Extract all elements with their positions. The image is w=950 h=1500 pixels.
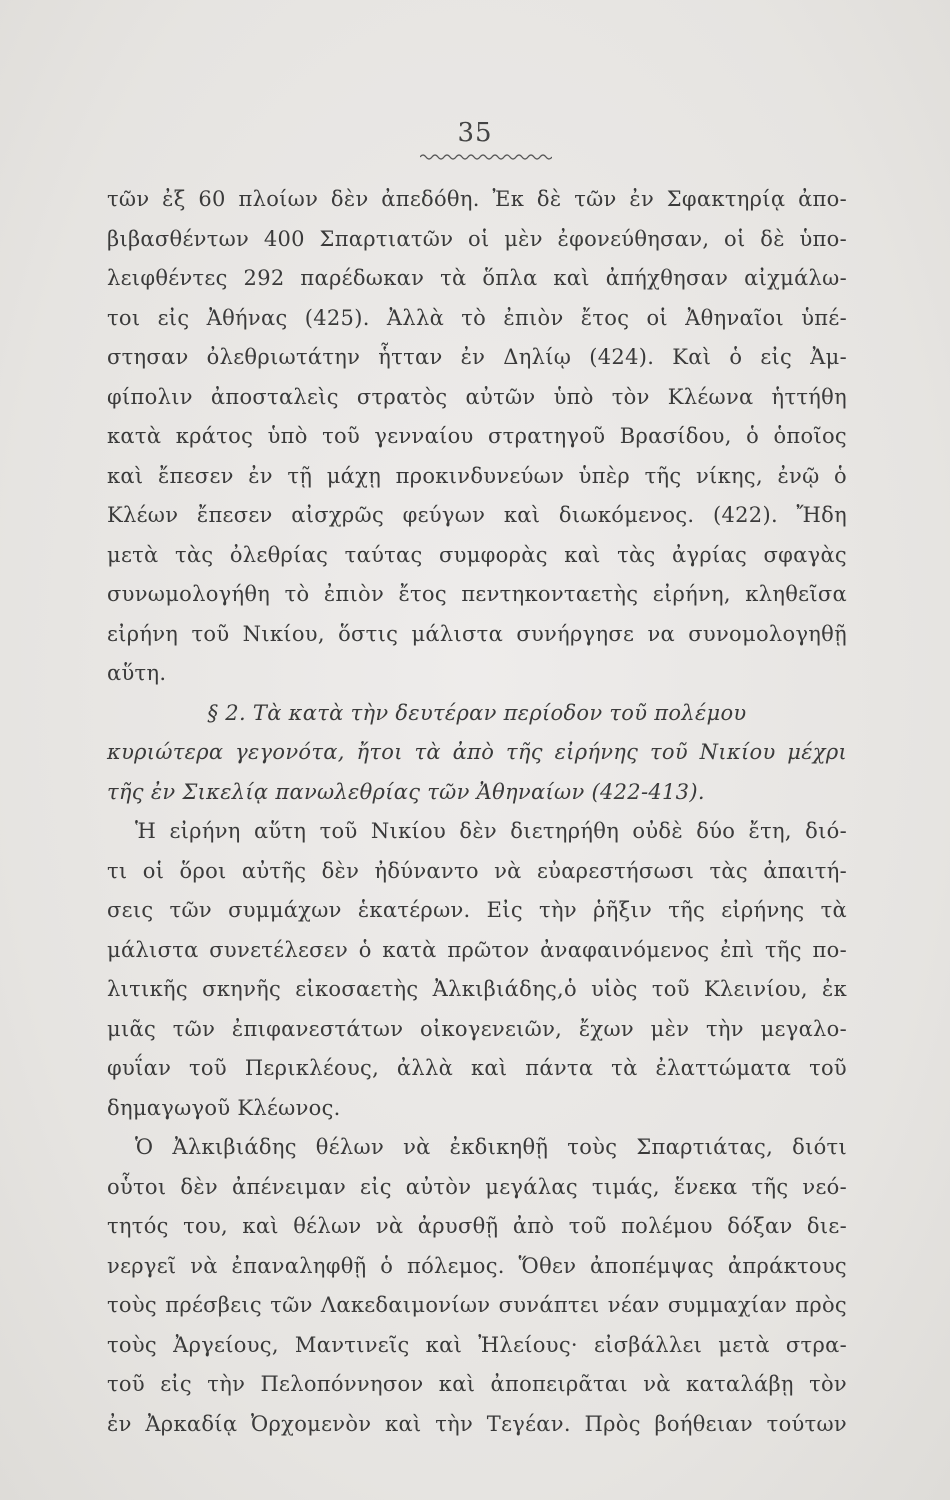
page-number: 35	[457, 118, 493, 148]
text-line: τοῦ εἰς τὴν Πελοπόννησον καὶ ἀποπειρᾶται νὰ καταλάβῃ τὸν	[107, 1372, 847, 1396]
text-line: μάλιστα συνετέλεσεν ὁ κατὰ πρῶτον ἀναφαινόμενος ἐπὶ τῆς πο-	[107, 937, 847, 962]
text-line: τῶν ἐξ 60 πλοίων δὲν ἀπεδόθη. Ἐκ δὲ τῶν ἐν Σφακτηρίᾳ ἀπο-	[107, 187, 847, 211]
text-line: μετὰ τὰς ὀλεθρίας ταύτας συμφορὰς καὶ τὰς ἀγρίας σφαγὰς	[107, 542, 847, 567]
body-text	[107, 180, 847, 1444]
text-line: βιβασθέντων 400 Σπαρτιατῶν οἱ μὲν ἐφονεύθησαν, οἱ δὲ ὑπο-	[107, 226, 847, 251]
text-line: σεις τῶν συμμάχων ἑκατέρων. Εἰς τὴν ῥῆξιν τῆς εἰρήνης τὰ	[107, 898, 847, 922]
text-line: λιτικῆς σκηνῆς εἰκοσαετὴς Ἀλκιβιάδης,ὁ υἱὸς τοῦ Κλεινίου, ἐκ	[107, 977, 847, 1001]
text-line: τι οἱ ὅροι αὐτῆς δὲν ἠδύναντο νὰ εὐαρεστήσωσι τὰς ἀπαιτή-	[107, 858, 847, 883]
text-line: νεργεῖ νὰ ἐπαναληφθῇ ὁ πόλεμος. Ὅθεν ἀποπέμψας ἀπράκτους	[107, 1253, 847, 1278]
text-line: οὗτοι δὲν ἀπένειμαν εἰς αὐτὸν μεγάλας τιμάς, ἕνεκα τῆς νεό-	[107, 1174, 847, 1199]
text-line: στησαν ὀλεθριωτάτην ἧτταν ἐν Δηλίῳ (424). Καὶ ὁ εἰς Ἀμ-	[107, 345, 847, 369]
text-line: δημαγωγοῦ Κλέωνος.	[107, 1095, 341, 1120]
text-line: τοὺς Ἀργείους, Μαντινεῖς καὶ Ἠλείους· εἰσβάλλει μετὰ στρα-	[107, 1332, 847, 1357]
text-line: εἰρήνη τοῦ Νικίου, ὅστις μάλιστα συνήργησε να συνομολογηθῇ	[107, 621, 847, 646]
text-line: συνωμολογήθη τὸ ἐπιὸν ἔτος πεντηκονταετὴς εἰρήνη, κληθεῖσα	[107, 582, 847, 606]
text-line: φυΐαν τοῦ Περικλέους, ἀλλὰ καὶ πάντα τὰ ἐλαττώματα τοῦ	[107, 1056, 847, 1080]
text-line: Ἡ εἰρήνη αὕτη τοῦ Νικίου δὲν διετηρήθη οὐδὲ δύο ἔτη, διό-	[135, 819, 847, 843]
text-line: τοι εἰς Ἀθήνας (425). Ἀλλὰ τὸ ἐπιὸν ἔτος οἱ Ἀθηναῖοι ὑπέ-	[107, 305, 847, 330]
text-line: § 2. Τὰ κατὰ τὴν δευτέραν περίοδον τοῦ πολέμου	[207, 700, 747, 725]
text-line: κυριώτερα γεγονότα, ἤτοι τὰ ἀπὸ τῆς εἰρήνης τοῦ Νικίου μέχρι	[107, 740, 847, 764]
text-line: καὶ ἔπεσεν ἐν τῇ μάχῃ προκινδυνεύων ὑπὲρ τῆς νίκης, ἐνῷ ὁ	[107, 463, 847, 488]
text-line: τῆς ἐν Σικελίᾳ πανωλεθρίας τῶν Ἀθηναίων (422-413).	[107, 779, 705, 804]
text-line: ἐν Ἀρκαδίᾳ Ὀρχομενὸν καὶ τὴν Τεγέαν. Πρὸς βοήθειαν τούτων	[107, 1411, 847, 1436]
text-line: αὕτη.	[107, 661, 167, 685]
text-line: τοὺς πρέσβεις τῶν Λακεδαιμονίων συνάπτει νέαν συμμαχίαν πρὸς	[107, 1293, 847, 1317]
text-line: κατὰ κράτος ὑπὸ τοῦ γενναίου στρατηγοῦ Βρασίδου, ὁ ὁποῖος	[107, 424, 847, 448]
text-line: λειφθέντες 292 παρέδωκαν τὰ ὅπλα καὶ ἀπήχθησαν αἰχμάλω-	[107, 266, 847, 290]
wavy-rule-ornament	[420, 152, 552, 162]
text-line: φίπολιν ἀποσταλεὶς στρατὸς αὐτῶν ὑπὸ τὸν Κλέωνα ἡττήθη	[107, 384, 847, 409]
text-line: μιᾶς τῶν ἐπιφανεστάτων οἰκογενειῶν, ἔχων μὲν τὴν μεγαλο-	[107, 1016, 847, 1041]
text-line: Ὁ Ἀλκιβιάδης θέλων νὰ ἐκδικηθῇ τοὺς Σπαρτιάτας, διότι	[135, 1135, 847, 1159]
text-line: Κλέων ἔπεσεν αἰσχρῶς φεύγων καὶ διωκόμενος. (422). Ἤδη	[107, 503, 847, 527]
text-line: τητός του, καὶ θέλων νὰ ἀρυσθῇ ἀπὸ τοῦ πολέμου δόξαν διε-	[107, 1214, 847, 1238]
